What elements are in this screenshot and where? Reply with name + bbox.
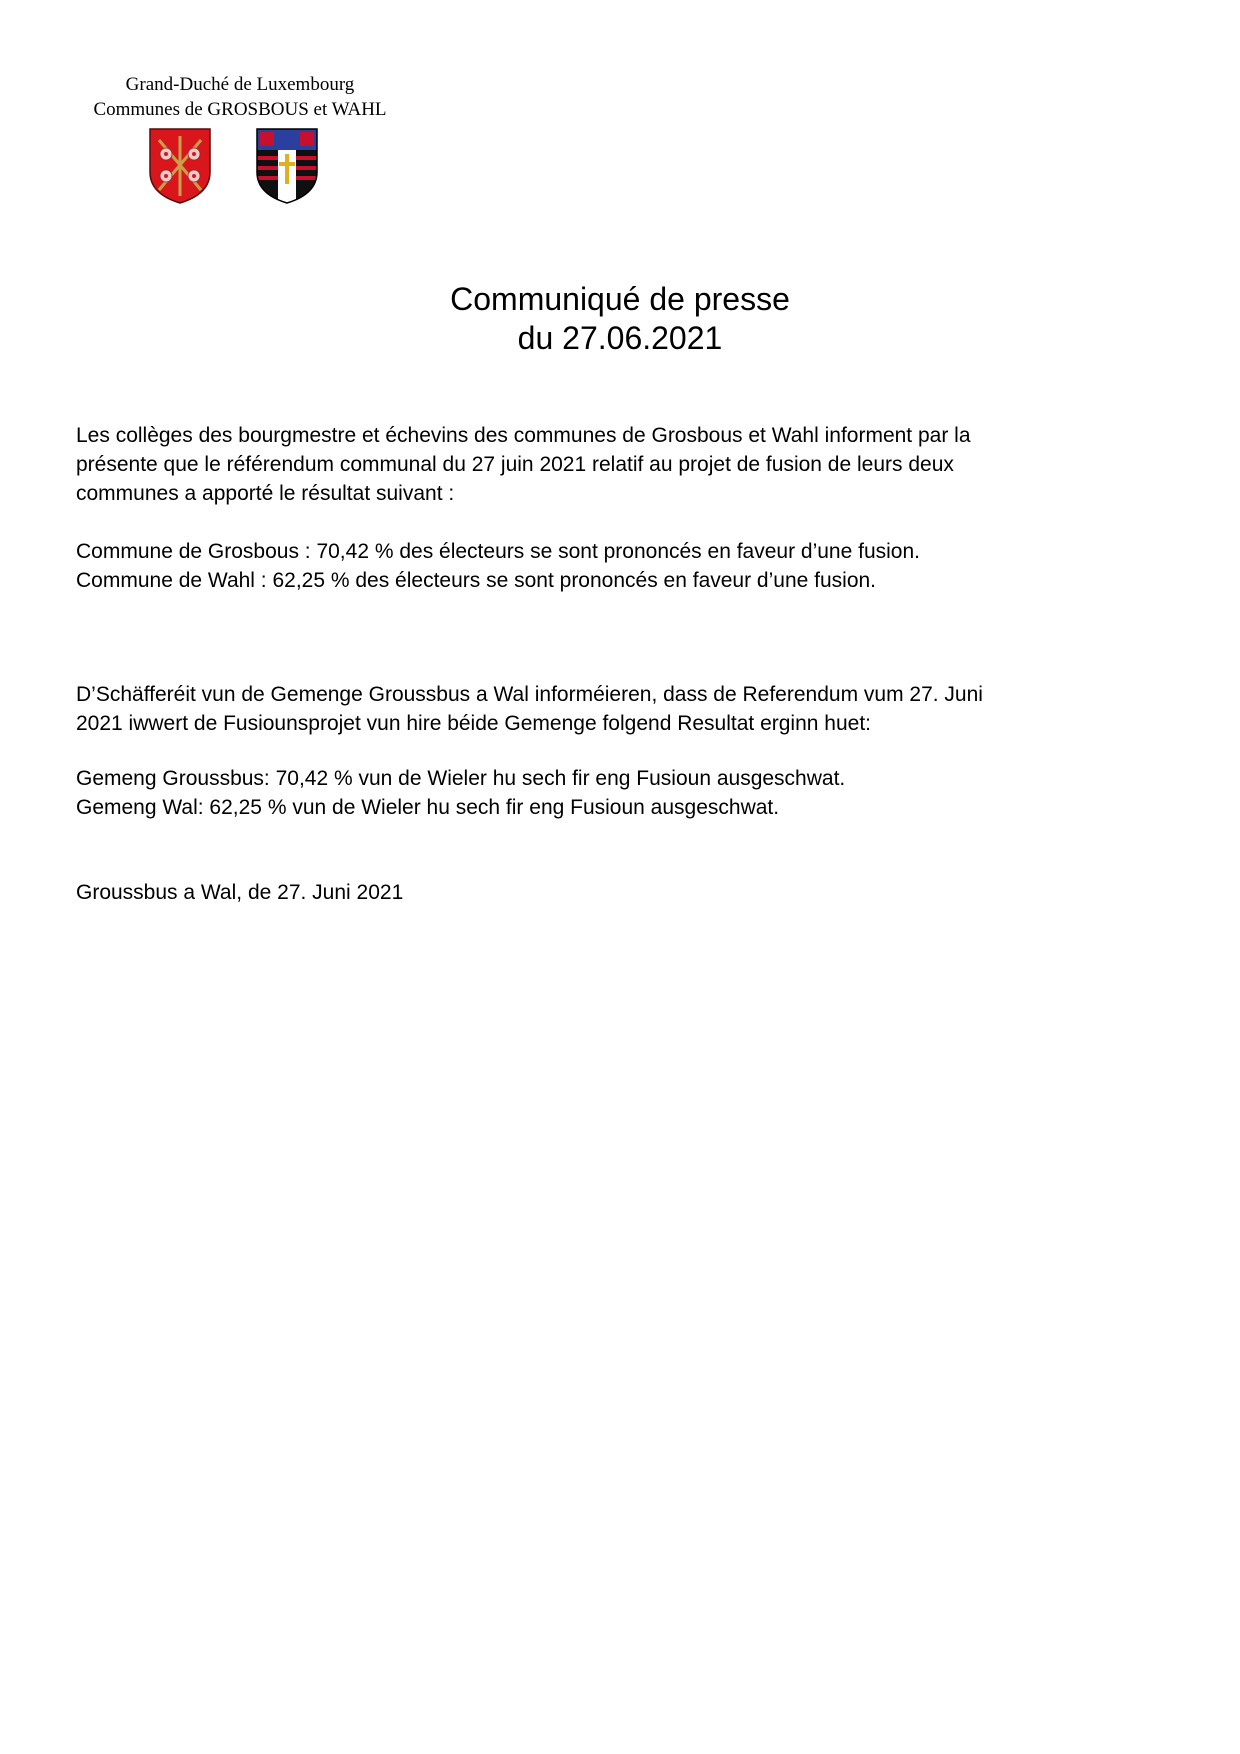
grosbous-coat-of-arms-icon — [149, 128, 211, 204]
place-and-date-signature — [76, 878, 1166, 907]
result-grosbous: Commune de Grosbous : 70,42 % des électeurs se sont prononcés en faveur d’une fusion. — [76, 540, 920, 563]
signature-line: Groussbus a Wal, de 27. Juni 2021 — [76, 881, 404, 904]
text-line: D’Schäfferéit vun de Gemenge Groussbus a Wal informéieren, dass de Referendum vum 27. Juni — [76, 683, 983, 706]
french-results — [76, 537, 1166, 595]
luxembourgish-results — [76, 764, 1166, 822]
letterhead — [60, 72, 420, 122]
luxembourgish-intro-paragraph — [76, 680, 1166, 738]
title-line-1: Communiqué de presse — [450, 281, 790, 317]
communes-name: Communes de GROSBOUS et WAHL — [93, 99, 387, 120]
text-line: 2021 iwwert de Fusiounsprojet vun hire béide Gemenge folgend Resultat erginn huet: — [76, 712, 871, 735]
french-intro-paragraph — [76, 421, 1166, 508]
wahl-coat-of-arms-icon — [256, 128, 318, 204]
result-wahl: Commune de Wahl : 62,25 % des électeurs se sont prononcés en faveur d’une fusion. — [76, 569, 877, 592]
country-name: Grand-Duché de Luxembourg — [125, 74, 355, 95]
result-wal: Gemeng Wal: 62,25 % vun de Wieler hu sech fir eng Fusioun ausgeschwat. — [76, 796, 780, 819]
result-groussbus: Gemeng Groussbus: 70,42 % vun de Wieler hu sech fir eng Fusioun ausgeschwat. — [76, 767, 846, 790]
title-date: du 27.06.2021 — [517, 320, 723, 356]
text-line: communes a apporté le résultat suivant : — [76, 482, 455, 505]
press-release-title — [0, 280, 1240, 358]
text-line: présente que le référendum communal du 27 juin 2021 relatif au projet de fusion de leurs deux — [76, 453, 954, 476]
text-line: Les collèges des bourgmestre et échevins des communes de Grosbous et Wahl informent par la — [76, 424, 971, 447]
